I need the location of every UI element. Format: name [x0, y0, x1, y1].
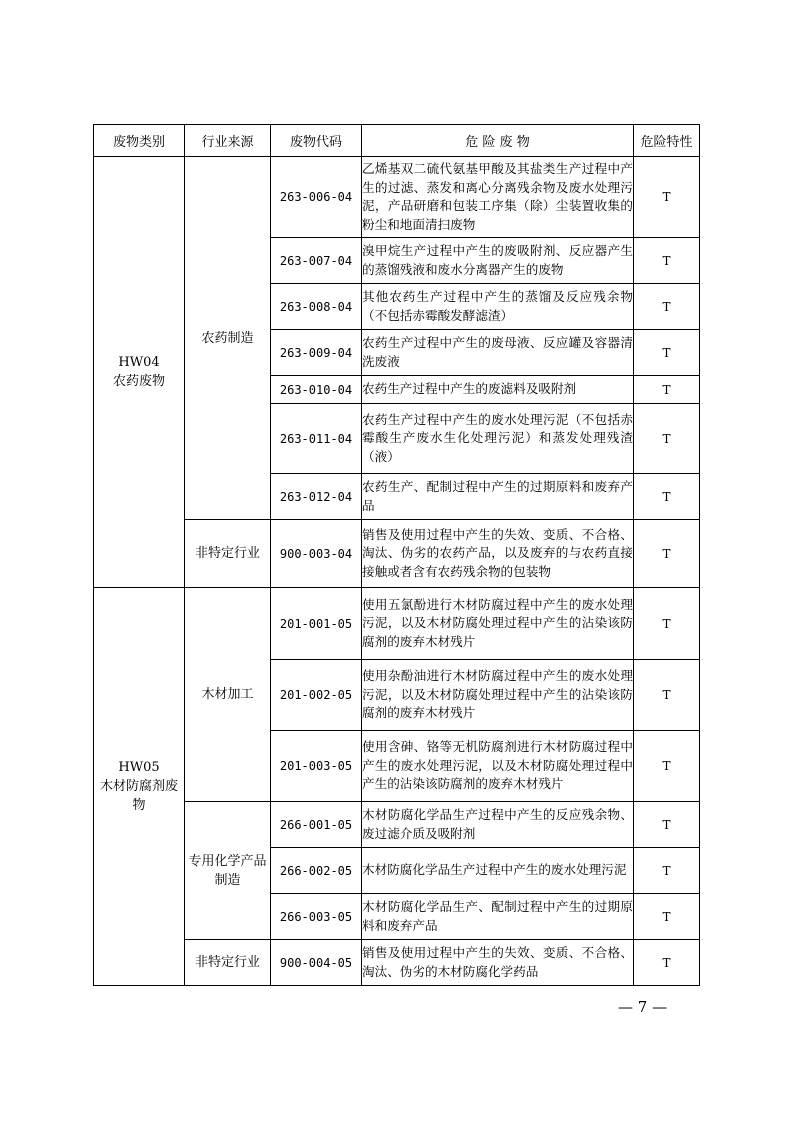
waste-description: 木材防腐化学品生产过程中产生的反应残余物、废过滤介质及吸附剂 [362, 802, 634, 848]
waste-description: 溴甲烷生产过程中产生的废吸附剂、反应器产生的蒸馏残液和废水分离器产生的废物 [362, 238, 634, 284]
table-row [94, 588, 700, 660]
table-row [94, 802, 700, 848]
source-cell: 农药制造 [185, 157, 271, 520]
waste-description: 木材防腐化学品生产、配制过程中产生的过期原料和废弃产品 [362, 894, 634, 940]
hazard-characteristic: T [634, 284, 700, 330]
waste-description: 使用杂酚油进行木材防腐过程中产生的废水处理污泥，以及木材防腐处理过程中产生的沾染该防腐剂的废弃木材残片 [362, 660, 634, 731]
category-name: 木材防腐剂废物 [99, 779, 178, 813]
waste-description: 销售及使用过程中产生的失效、变质、不合格、淘汰、伪劣的木材防腐化学药品 [362, 940, 634, 986]
hazard-characteristic: T [634, 894, 700, 940]
hazard-characteristic: T [634, 520, 700, 588]
waste-code: 263-012-04 [271, 474, 362, 520]
waste-code: 201-001-05 [271, 588, 362, 660]
hazardous-waste-table [93, 124, 700, 986]
hazard-characteristic: T [634, 404, 700, 474]
category-cell-hw04 [94, 157, 185, 588]
waste-code: 263-008-04 [271, 284, 362, 330]
waste-code: 263-007-04 [271, 238, 362, 284]
hazard-characteristic: T [634, 802, 700, 848]
category-code: HW05 [118, 760, 160, 775]
category-code: HW04 [118, 355, 160, 370]
table-header-row [94, 125, 700, 157]
header-waste: 危 险 废 物 [362, 125, 634, 157]
waste-code: 900-003-04 [271, 520, 362, 588]
waste-description: 农药生产过程中产生的废滤料及吸附剂 [362, 376, 634, 404]
hazard-characteristic: T [634, 376, 700, 404]
waste-description: 使用五氯酚进行木材防腐过程中产生的废水处理污泥，以及木材防腐处理过程中产生的沾染该防腐剂的废弃木材残片 [362, 588, 634, 660]
hazard-characteristic: T [634, 940, 700, 986]
hazard-characteristic: T [634, 660, 700, 731]
header-hazard: 危险特性 [634, 125, 700, 157]
page-number: — 7 — [618, 998, 668, 1016]
waste-description: 农药生产、配制过程中产生的过期原料和废弃产品 [362, 474, 634, 520]
waste-code: 266-002-05 [271, 848, 362, 894]
category-cell-hw05 [94, 588, 185, 986]
waste-description: 其他农药生产过程中产生的蒸馏及反应残余物（不包括赤霉酸发酵滤渣） [362, 284, 634, 330]
waste-description: 农药生产过程中产生的废水处理污泥（不包括赤霉酸生产废水生化处理污泥）和蒸发处理残渣（液） [362, 404, 634, 474]
waste-code: 201-003-05 [271, 731, 362, 802]
hazard-characteristic: T [634, 238, 700, 284]
source-cell: 非特定行业 [185, 520, 271, 588]
hazard-characteristic: T [634, 330, 700, 376]
table-row [94, 157, 700, 238]
waste-description: 乙烯基双二硫代氨基甲酸及其盐类生产过程中产生的过滤、蒸发和离心分离残余物及废水处理污泥，产品研磨和包装工序集（除）尘装置收集的粉尘和地面清扫废物 [362, 157, 634, 238]
waste-code: 266-003-05 [271, 894, 362, 940]
hazard-characteristic: T [634, 157, 700, 238]
source-cell: 专用化学产品制造 [185, 802, 271, 940]
header-source: 行业来源 [185, 125, 271, 157]
hazard-characteristic: T [634, 474, 700, 520]
waste-code: 263-011-04 [271, 404, 362, 474]
waste-code: 263-009-04 [271, 330, 362, 376]
header-code: 废物代码 [271, 125, 362, 157]
waste-code: 266-001-05 [271, 802, 362, 848]
source-cell: 木材加工 [185, 588, 271, 802]
table-row [94, 940, 700, 986]
waste-description: 农药生产过程中产生的废母液、反应罐及容器清洗废液 [362, 330, 634, 376]
waste-code: 900-004-05 [271, 940, 362, 986]
hazard-characteristic: T [634, 588, 700, 660]
waste-code: 263-006-04 [271, 157, 362, 238]
waste-description: 木材防腐化学品生产过程中产生的废水处理污泥 [362, 848, 634, 894]
waste-code: 263-010-04 [271, 376, 362, 404]
hazard-characteristic: T [634, 731, 700, 802]
hazard-characteristic: T [634, 848, 700, 894]
waste-description: 销售及使用过程中产生的失效、变质、不合格、淘汰、伪劣的农药产品，以及废弃的与农药直接接触或者含有农药残余物的包装物 [362, 520, 634, 588]
header-category: 废物类别 [94, 125, 185, 157]
waste-code: 201-002-05 [271, 660, 362, 731]
source-cell: 非特定行业 [185, 940, 271, 986]
table-row [94, 520, 700, 588]
waste-description: 使用含砷、铬等无机防腐剂进行木材防腐过程中产生的废水处理污泥，以及木材防腐处理过程中产生的沾染该防腐剂的废弃木材残片 [362, 731, 634, 802]
category-name: 农药废物 [112, 374, 165, 389]
